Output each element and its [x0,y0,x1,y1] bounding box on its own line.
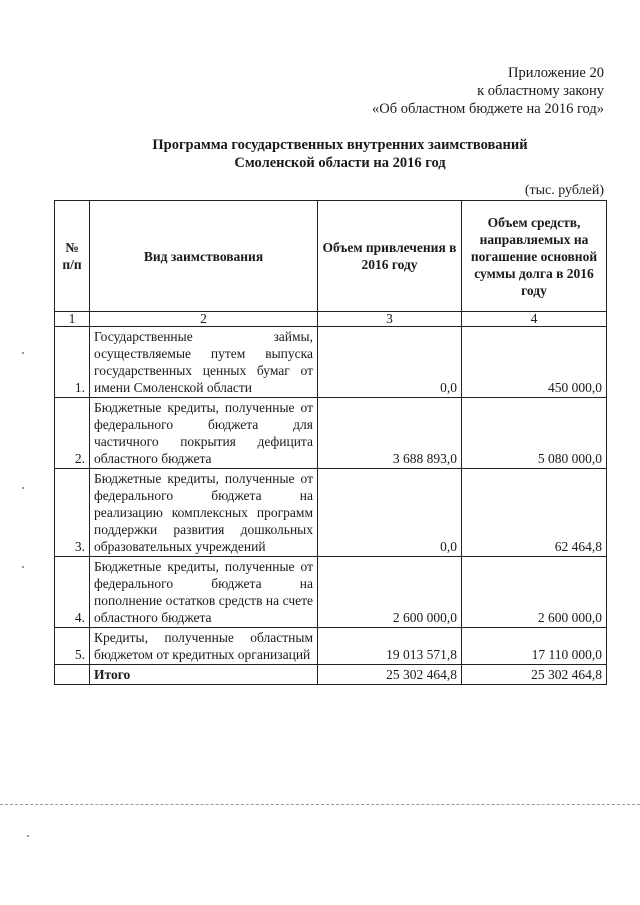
row-kind: Бюджетные кредиты, полученные от федерального бюджета на пополнение остатков средств на счете областного бюджета [90,557,318,628]
column-number: 2 [90,312,318,327]
table-row [55,628,607,665]
row-repayment: 17 110 000,0 [462,628,607,665]
row-number: 4. [55,557,90,628]
header-repayment: Объем средств, направляемых на погашение основной суммы долга в 2016 году [462,201,607,312]
table-row [55,469,607,557]
row-number: 5. [55,628,90,665]
scan-speck [22,352,24,354]
total-repayment: 25 302 464,8 [462,665,607,685]
column-number: 4 [462,312,607,327]
total-row [55,665,607,685]
appendix-line-3: «Об областном бюджете на 2016 год» [372,101,604,117]
column-number: 3 [318,312,462,327]
scan-speck [22,487,24,489]
table-row [55,398,607,469]
row-kind: Бюджетные кредиты, полученные от федерального бюджета для частичного покрытия дефицита областного бюджета [90,398,318,469]
row-repayment: 62 464,8 [462,469,607,557]
total-volume: 25 302 464,8 [318,665,462,685]
appendix-line-1: Приложение 20 [508,65,604,81]
row-repayment: 450 000,0 [462,327,607,398]
row-number: 1. [55,327,90,398]
table-row [55,557,607,628]
header-volume: Объем привлечения в 2016 году [318,201,462,312]
row-volume: 0,0 [318,327,462,398]
total-empty-cell [55,665,90,685]
row-kind: Кредиты, полученные областным бюджетом от кредитных организаций [90,628,318,665]
document-title [60,136,620,172]
row-repayment: 5 080 000,0 [462,398,607,469]
scan-speck [27,835,29,837]
row-kind: Государственные займы, осуществляемые путем выпуска государственных ценных бумаг от имени Смоленской области [90,327,318,398]
total-label: Итого [90,665,318,685]
scan-fold-line [0,804,640,805]
row-volume: 2 600 000,0 [318,557,462,628]
column-number-row [55,312,607,327]
row-repayment: 2 600 000,0 [462,557,607,628]
column-number: 1 [55,312,90,327]
row-kind: Бюджетные кредиты, полученные от федерального бюджета на реализацию комплексных программ поддержки развития дошкольных образовательных учреждений [90,469,318,557]
title-line-2: Смоленской области на 2016 год [234,155,446,171]
table-row [55,327,607,398]
row-number: 2. [55,398,90,469]
row-number: 3. [55,469,90,557]
title-line-1: Программа государственных внутренних заимствований [152,137,528,153]
row-volume: 19 013 571,8 [318,628,462,665]
header-num: № п/п [55,201,90,312]
row-volume: 0,0 [318,469,462,557]
appendix-header [274,64,604,118]
row-volume: 3 688 893,0 [318,398,462,469]
units-note: (тыс. рублей) [524,183,604,198]
appendix-line-2: к областному закону [477,83,604,99]
borrowing-table [54,200,607,685]
table-header-row [55,201,607,312]
scan-speck [22,566,24,568]
header-kind: Вид заимствования [90,201,318,312]
